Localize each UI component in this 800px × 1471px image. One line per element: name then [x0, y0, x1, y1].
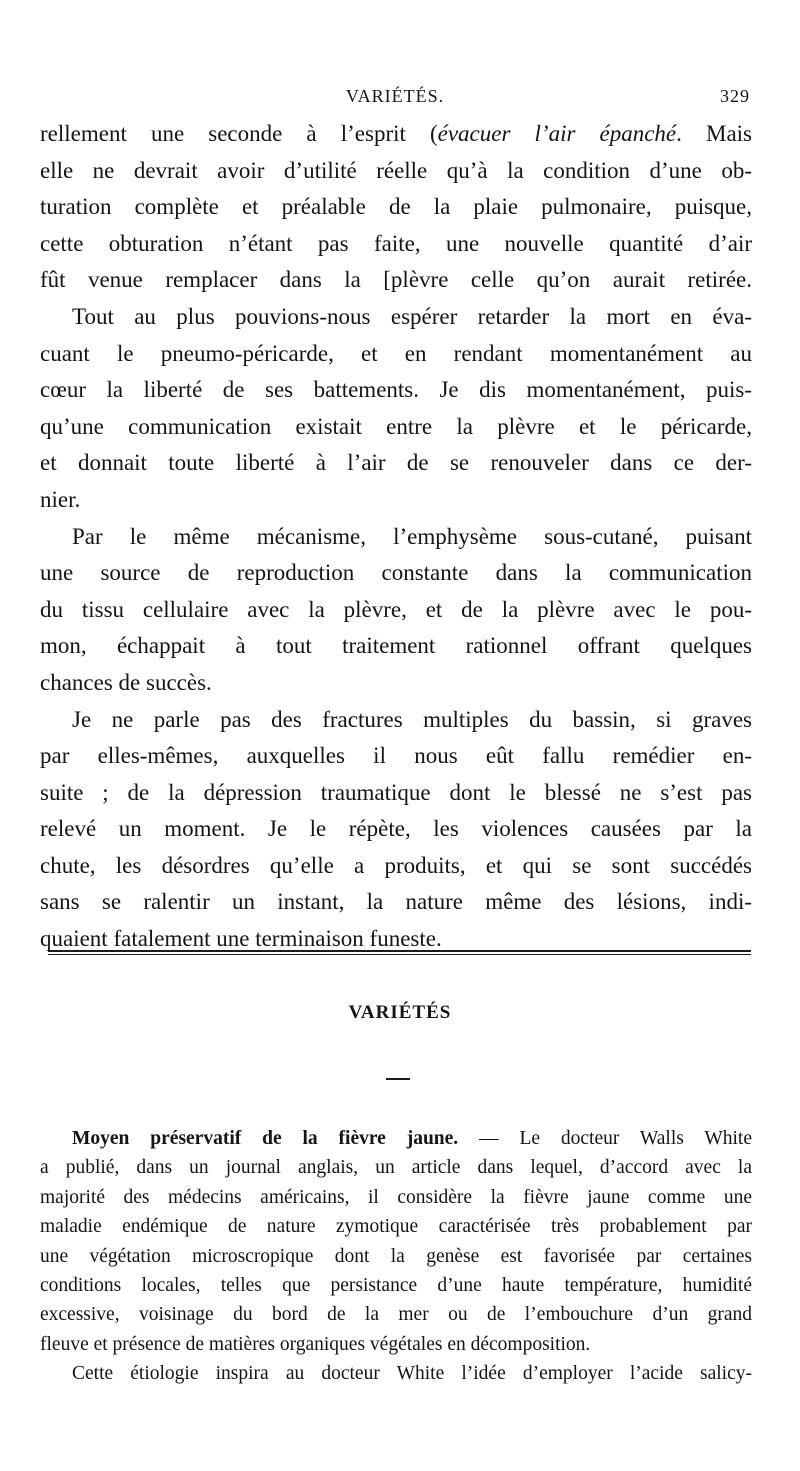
paragraph-end: quaient fatalement une terminaison funeste.: [40, 926, 442, 952]
text-line: mon, échappait à tout traitement rationnel offrant quelques: [40, 633, 752, 659]
running-title: VARIÉTÉS.: [345, 86, 445, 106]
paragraph-start: Par le même mécanisme, l’emphysème sous-cutané, puisant: [72, 523, 752, 549]
section-title: VARIÉTÉS: [348, 1002, 452, 1023]
text-line: du tissu cellulaire avec la plèvre, et de la plèvre avec le pou-: [40, 596, 752, 622]
text-line: cette obturation n’étant pas faite, une nouvelle quantité d’air: [40, 230, 752, 256]
article-lead-in: Moyen préservatif de la fièvre jaune.: [72, 1128, 459, 1149]
paragraph-start: Je ne parle pas des fractures multiples du bassin, si graves: [72, 706, 752, 732]
text-line: suite ; de la dépression traumatique dont le blessé ne s’est pas: [40, 779, 752, 805]
paragraph-end: chances de succès.: [40, 669, 212, 695]
section-separator-rule: [48, 950, 751, 955]
article-line: maladie endémique de nature zymotique caractérisée très probablement par: [40, 1216, 752, 1238]
body-text: [40, 116, 752, 958]
text-line: elle ne devrait avoir d’utilité réelle qu’à la condition d’une ob-: [40, 157, 752, 183]
article-first-line: Moyen préservatif de la fièvre jaune. — Le docteur Walls White: [72, 1128, 752, 1149]
article-line: majorité des médecins américains, il considère la fièvre jaune comme une: [40, 1186, 752, 1208]
section-dash: [386, 1078, 410, 1080]
italic-phrase: évacuer l’air épanché: [437, 121, 677, 146]
article-paragraph-start: Cette étiologie inspira au docteur White l’idée d’employer l’acide salicy-: [72, 1363, 752, 1385]
text-line: une source de reproduction constante dans la communication: [40, 560, 752, 586]
paragraph-end: nier.: [40, 486, 81, 512]
paragraph-start: Tout au plus pouvions-nous espérer retarder la mort en éva-: [72, 303, 752, 329]
text-line: rellement une seconde à l’esprit (évacuer l’air épanché. Mais: [40, 121, 752, 146]
text-line: sans se ralentir un instant, la nature même des lésions, indi-: [40, 889, 752, 915]
text-line: fût venue remplacer dans la [plèvre celle qu’on aurait retirée.: [40, 267, 752, 293]
text-line: cuant le pneumo-péricarde, et en rendant momentanément au: [40, 340, 752, 366]
text-line: relevé un moment. Je le répète, les violences causées par la: [40, 816, 752, 842]
article-line: une végétation microscropique dont la genèse est favorisée par certaines: [40, 1245, 752, 1267]
article-paragraph-end: fleuve et présence de matières organiques végétales en décomposition.: [40, 1333, 591, 1355]
running-head: [40, 86, 750, 110]
text-line: cœur la liberté de ses battements. Je dis momentanément, puis-: [40, 377, 752, 403]
text-line: par elles-mêmes, auxquelles il nous eût fallu remédier en-: [40, 743, 752, 769]
text-line: et donnait toute liberté à l’air de se renouveler dans ce der-: [40, 450, 752, 476]
article-line: a publié, dans un journal anglais, un article dans lequel, d’accord avec la: [40, 1157, 752, 1179]
article-line: excessive, voisinage du bord de la mer ou de l’embouchure d’un grand: [40, 1304, 752, 1326]
page-number: 329: [720, 86, 750, 106]
article-line: conditions locales, telles que persistance d’une haute température, humidité: [40, 1274, 752, 1296]
article-text: [40, 1124, 752, 1389]
text-line: qu’une communication existait entre la plèvre et le péricarde,: [40, 413, 752, 439]
text-line: turation complète et préalable de la plaie pulmonaire, puisque,: [40, 194, 752, 220]
text-line: chute, les désordres qu’elle a produits, et qui se sont succédés: [40, 852, 752, 878]
